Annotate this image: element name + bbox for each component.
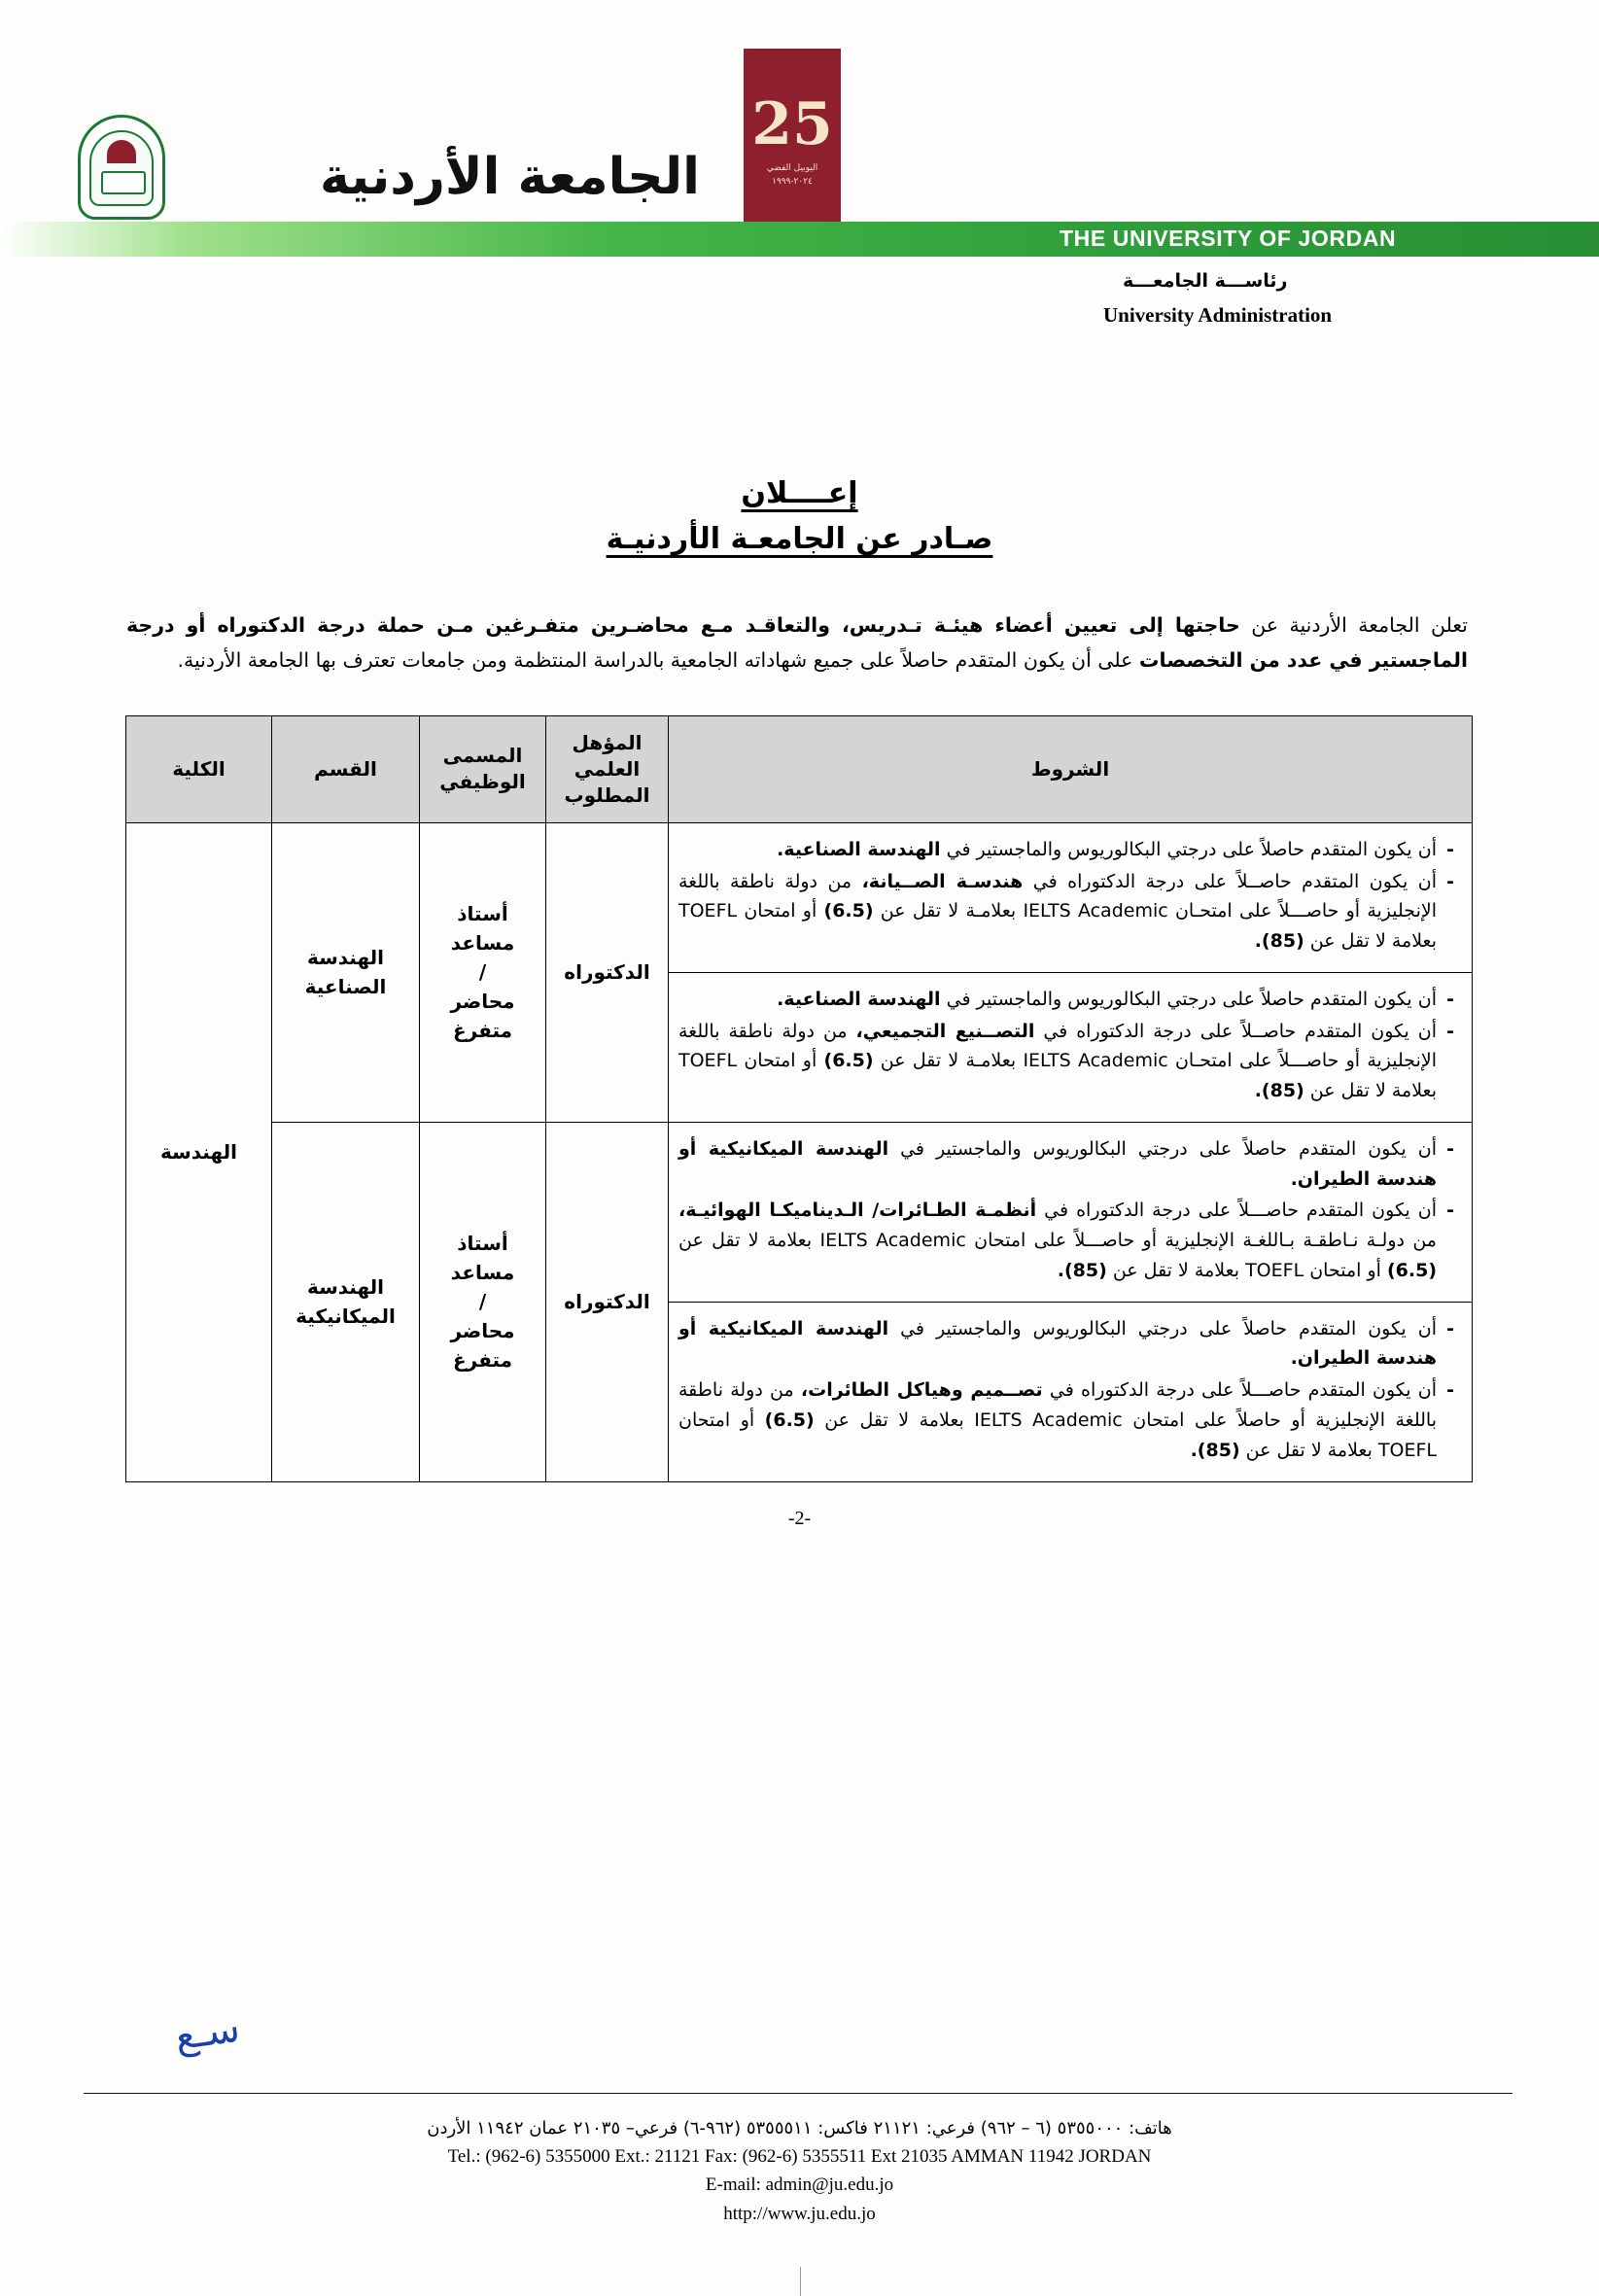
cell-degree: الدكتوراه	[546, 1122, 669, 1481]
cell-job-title: أستاذ مساعد / محاضر متفرغ	[420, 822, 546, 1122]
condition-item: - أن يكون المتقدم حاصـــلاً على درجة الدكتوراه في أنظمـة الطـائرات/ الـديناميكـا الهوائيـة، من دولـة نـاطقـة بـاللغـة الإنجليزية أو حاصـــلاً على امتحان IELTS Academic بعلامة لا تقل عن (6.5) أو امتحان TOEFL بعلامة لا تقل عن (85).	[678, 1196, 1458, 1285]
footer-email: E-mail: admin@ju.edu.jo	[705, 2174, 894, 2196]
cell-conditions	[669, 1302, 1473, 1481]
header-conditions: الشروط	[669, 715, 1473, 822]
administration-english: University Administration	[1103, 303, 1333, 327]
condition-item: - أن يكون المتقدم حاصــلاً على درجة الدكتوراه في التصــنيع التجميعي، من دولة ناطقة باللغة الإنجليزية أو حاصـــلاً على امتحـان IELTS Academic بعلامـة لا تقل عن (6.5) أو امتحان TOEFL بعلامة لا تقل عن (85).	[678, 1017, 1458, 1106]
footer-divider	[84, 2093, 1512, 2094]
condition-item: - أن يكون المتقدم حاصلاً على درجتي البكالوريوس والماجستير في الهندسة الميكانيكية أو هندسة الطيران.	[678, 1134, 1458, 1195]
jubilee-subtitle: اليوبيل الفضي	[766, 163, 818, 173]
table-header-row	[126, 715, 1473, 822]
university-crest-icon	[68, 109, 175, 226]
title-line-2: صـادر عن الجامعـة الأردنيـة	[606, 522, 993, 556]
condition-item: - أن يكون المتقدم حاصلاً على درجتي البكالوريوس والماجستير في الهندسة الصناعية.	[678, 835, 1458, 865]
header-department: القسم	[272, 715, 420, 822]
cell-faculty: الهندسة	[126, 822, 272, 1481]
logo-block	[0, 41, 1599, 226]
footer-contact-english: Tel.: (962-6) 5355000 Ext.: 21121 Fax: (962-6) 5355511 Ext 21035 AMMAN 11942 JORDAN	[447, 2145, 1152, 2167]
header-job-title: المسمى الوظيفي	[420, 715, 546, 822]
intro-paragraph	[126, 609, 1468, 678]
condition-item: - أن يكون المتقدم حاصـــلاً على درجة الدكتوراه في تصــميم وهياكل الطائرات، من دولة ناطقة باللغة الإنجليزية أو حاصلاً على امتحان IELTS Academic بعلامة لا تقل عن (6.5) أو امتحان TOEFL بعلامة لا تقل عن (85).	[678, 1375, 1458, 1465]
intro-part-b: حاجتها إلى تعيين أعضاء هيئـة تـدريس، والتعاقـد مـع محاضـرين متفـرغين مـن حملة درجة الدكتوراه أو درجة الماجستير في عدد من التخصصات	[126, 613, 1468, 672]
signature: سـع	[172, 2005, 243, 2060]
condition-item: - أن يكون المتقدم حاصلاً على درجتي البكالوريوس والماجستير في الهندسة الميكانيكية أو هندسة الطيران.	[678, 1314, 1458, 1374]
table-row	[126, 822, 1473, 972]
jubilee-number: 25	[751, 90, 833, 158]
cell-conditions	[669, 822, 1473, 972]
intro-part-c: على أن يكون المتقدم حاصلاً على جميع شهاداته الجامعية بالدراسة المنتظمة ومن جامعات تعترف بها الجامعة الأردنية.	[177, 647, 1139, 672]
jubilee-years: ٢٠٢٤-١٩٩٩	[772, 177, 813, 187]
header-faculty: الكلية	[126, 715, 272, 822]
table-row	[126, 1122, 1473, 1302]
cell-conditions	[669, 1122, 1473, 1302]
footer-website[interactable]: http://www.ju.edu.jo	[723, 2203, 876, 2224]
administration-arabic: رئاســـة الجامعـــة	[1123, 270, 1288, 292]
jubilee-seal	[744, 49, 841, 233]
intro-part-a: تعلن الجامعة الأردنية عن	[1239, 613, 1468, 637]
title-line-1: إعــــلان	[741, 476, 858, 510]
document-header	[0, 0, 1599, 418]
vacancies-table	[125, 715, 1473, 1482]
footer-contact-arabic: هاتف: ٥٣٥٥٠٠٠ (٦ – ٩٦٢) فرعي: ٢١١٢١ فاكس: ٥٣٥٥٥١١ (٩٦٢-٦) فرعي– ٢١٠٣٥ عمان ١١٩٤٢ الأردن	[427, 2117, 1172, 2139]
document-footer	[0, 2115, 1599, 2228]
condition-item: - أن يكون المتقدم حاصــلاً على درجة الدكتوراه في هندسـة الصــيانة، من دولة ناطقة باللغة الإنجليزية أو حاصـــلاً على امتحـان IELTS Academic بعلامـة لا تقل عن (6.5) أو امتحان TOEFL بعلامة لا تقل عن (85).	[678, 867, 1458, 957]
cell-department: الهندسة الصناعية	[272, 822, 420, 1122]
condition-item: - أن يكون المتقدم حاصلاً على درجتي البكالوريوس والماجستير في الهندسة الصناعية.	[678, 985, 1458, 1015]
cell-job-title: أستاذ مساعد / محاضر متفرغ	[420, 1122, 546, 1481]
page-number: -2-	[787, 1507, 812, 1529]
university-name-arabic: الجامعة الأردنية	[320, 148, 700, 206]
table-body	[126, 822, 1473, 1481]
cell-department: الهندسة الميكانيكية	[272, 1122, 420, 1481]
cell-degree: الدكتوراه	[546, 822, 669, 1122]
banner-text-english: THE UNIVERSITY OF JORDAN	[1060, 226, 1397, 251]
page-title	[0, 476, 1599, 556]
header-degree: المؤهل العلمي المطلوب	[546, 715, 669, 822]
cell-conditions	[669, 972, 1473, 1122]
page-tick-mark	[800, 2267, 801, 2296]
